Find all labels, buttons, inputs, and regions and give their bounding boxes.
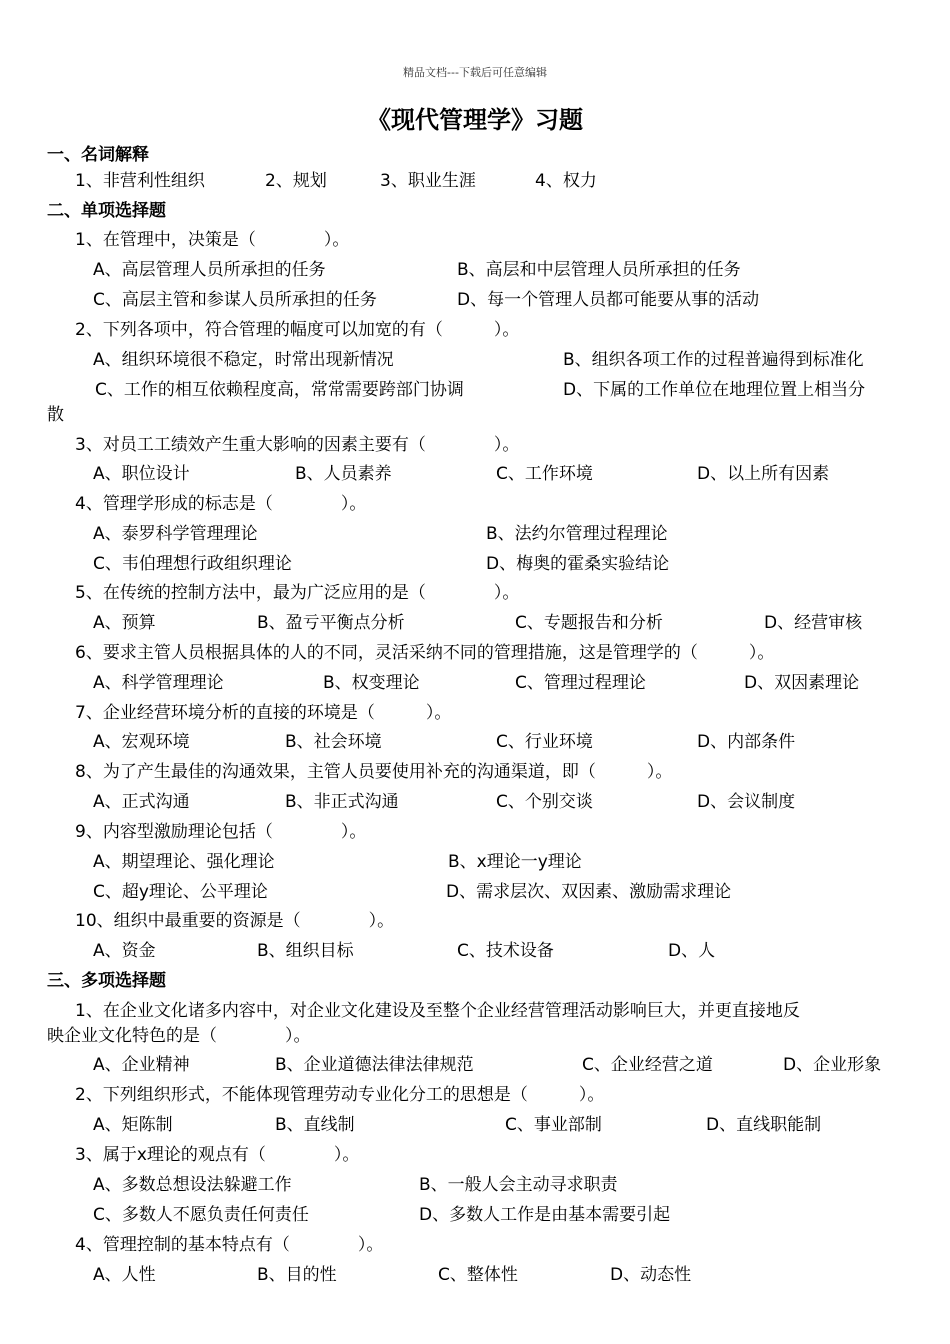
option-c: C、行业环境	[496, 732, 593, 752]
question-stem: 3、对员工工绩效产生重大影响的因素主要有（ ）。	[75, 435, 520, 455]
option-c: C、工作的相互依赖程度高，常常需要跨部门协调	[95, 380, 464, 400]
question-stem: 3、属于x理论的观点有（ ）。	[75, 1145, 360, 1165]
option-b: B、直线制	[275, 1115, 355, 1135]
option-a: A、职位设计	[93, 464, 190, 484]
option-c: C、事业部制	[505, 1115, 602, 1135]
page-header: 精品文档---下载后可任意编辑	[403, 66, 547, 79]
option-a: A、资金	[93, 941, 156, 961]
option-a: A、期望理论、强化理论	[93, 852, 275, 872]
option-a: A、泰罗科学管理理论	[93, 524, 258, 544]
question-stem: 1、在管理中，决策是（ ）。	[75, 230, 350, 250]
question-stem: 8、为了产生最佳的沟通效果，主管人员要使用补充的沟通渠道，即（ ）。	[75, 762, 673, 782]
term-item: 4、权力	[535, 171, 597, 191]
question-stem: 2、下列各项中，符合管理的幅度可以加宽的有（ ）。	[75, 320, 520, 340]
option-a: A、宏观环境	[93, 732, 190, 752]
question-stem: 4、管理控制的基本特点有（ ）。	[75, 1235, 384, 1255]
option-a: A、企业精神	[93, 1055, 190, 1075]
question-stem: 1、在企业文化诸多内容中，对企业文化建设及至整个企业经营管理活动影响巨大，并更直接地反	[75, 1001, 800, 1021]
option-a: A、组织环境很不稳定，时常出现新情况	[93, 350, 394, 370]
option-b: B、目的性	[257, 1265, 337, 1285]
option-c: C、技术设备	[457, 941, 554, 961]
option-d: D、需求层次、双因素、激励需求理论	[446, 882, 732, 902]
option-d: D、下属的工作单位在地理位置上相当分	[563, 380, 866, 400]
option-c: C、管理过程理论	[515, 673, 646, 693]
question-stem: 9、内容型激励理论包括（ ）。	[75, 822, 367, 842]
question-stem: 7、企业经营环境分析的直接的环境是（ ）。	[75, 703, 452, 723]
option-d: D、企业形象	[783, 1055, 882, 1075]
question-stem: 4、管理学形成的标志是（ ）。	[75, 494, 367, 514]
option-b: B、社会环境	[285, 732, 382, 752]
option-c: C、整体性	[438, 1265, 518, 1285]
option-d: D、经营审核	[764, 613, 863, 633]
option-c: C、工作环境	[496, 464, 593, 484]
option-d: D、内部条件	[697, 732, 796, 752]
question-stem: 6、要求主管人员根据具体的人的不同，灵活采纳不同的管理措施，这是管理学的（ ）。	[75, 643, 775, 663]
option-b: B、人员素养	[295, 464, 392, 484]
option-b: B、组织目标	[257, 941, 354, 961]
section-heading-terms: 一、名词解释	[47, 145, 149, 165]
option-d: D、直线职能制	[706, 1115, 822, 1135]
option-d: D、动态性	[610, 1265, 692, 1285]
option-c: C、企业经营之道	[582, 1055, 713, 1075]
term-item: 3、职业生涯	[380, 171, 476, 191]
option-d: D、梅奥的霍桑实验结论	[486, 554, 670, 574]
option-b: B、高层和中层管理人员所承担的任务	[457, 260, 741, 280]
section-heading-single-choice: 二、单项选择题	[47, 201, 166, 221]
option-d: D、每一个管理人员都可能要从事的活动	[457, 290, 760, 310]
option-a: A、科学管理理论	[93, 673, 224, 693]
option-a: A、正式沟通	[93, 792, 190, 812]
question-stem: 10、组织中最重要的资源是（ ）。	[75, 911, 395, 931]
option-a: A、矩陈制	[93, 1115, 173, 1135]
option-b: B、组织各项工作的过程普遍得到标准化	[563, 350, 864, 370]
option-a: A、预算	[93, 613, 156, 633]
option-b: B、权变理论	[323, 673, 420, 693]
option-b: B、盈亏平衡点分析	[257, 613, 405, 633]
section-heading-multi-choice: 三、多项选择题	[47, 971, 166, 991]
option-c: C、多数人不愿负责任何责任	[93, 1205, 309, 1225]
option-c: C、高层主管和参谋人员所承担的任务	[93, 290, 377, 310]
option-c: C、个别交谈	[496, 792, 593, 812]
option-b: B、法约尔管理过程理论	[486, 524, 668, 544]
option-a: A、高层管理人员所承担的任务	[93, 260, 326, 280]
question-stem: 5、在传统的控制方法中，最为广泛应用的是（ ）。	[75, 583, 520, 603]
option-d-wrap: 散	[47, 405, 64, 425]
option-a: A、多数总想设法躲避工作	[93, 1175, 292, 1195]
option-b: B、非正式沟通	[285, 792, 399, 812]
option-c: C、超y理论、公平理论	[93, 882, 268, 902]
option-c: C、韦伯理想行政组织理论	[93, 554, 292, 574]
option-c: C、专题报告和分析	[515, 613, 663, 633]
option-b: B、一般人会主动寻求职责	[419, 1175, 618, 1195]
option-d: D、会议制度	[697, 792, 796, 812]
question-stem-wrap: 映企业文化特色的是（ ）。	[47, 1026, 311, 1046]
option-d: D、以上所有因素	[697, 464, 830, 484]
option-d: D、多数人工作是由基本需要引起	[419, 1205, 671, 1225]
term-item: 2、规划	[265, 171, 327, 191]
option-a: A、人性	[93, 1265, 156, 1285]
question-stem: 2、下列组织形式，不能体现管理劳动专业化分工的思想是（ ）。	[75, 1085, 605, 1105]
option-b: B、x理论一y理论	[448, 852, 582, 872]
option-b: B、企业道德法律法律规范	[275, 1055, 474, 1075]
option-d: D、双因素理论	[744, 673, 860, 693]
term-item: 1、非营利性组织	[75, 171, 205, 191]
document-title: 《现代管理学》习题	[367, 106, 583, 134]
option-d: D、人	[668, 941, 716, 961]
